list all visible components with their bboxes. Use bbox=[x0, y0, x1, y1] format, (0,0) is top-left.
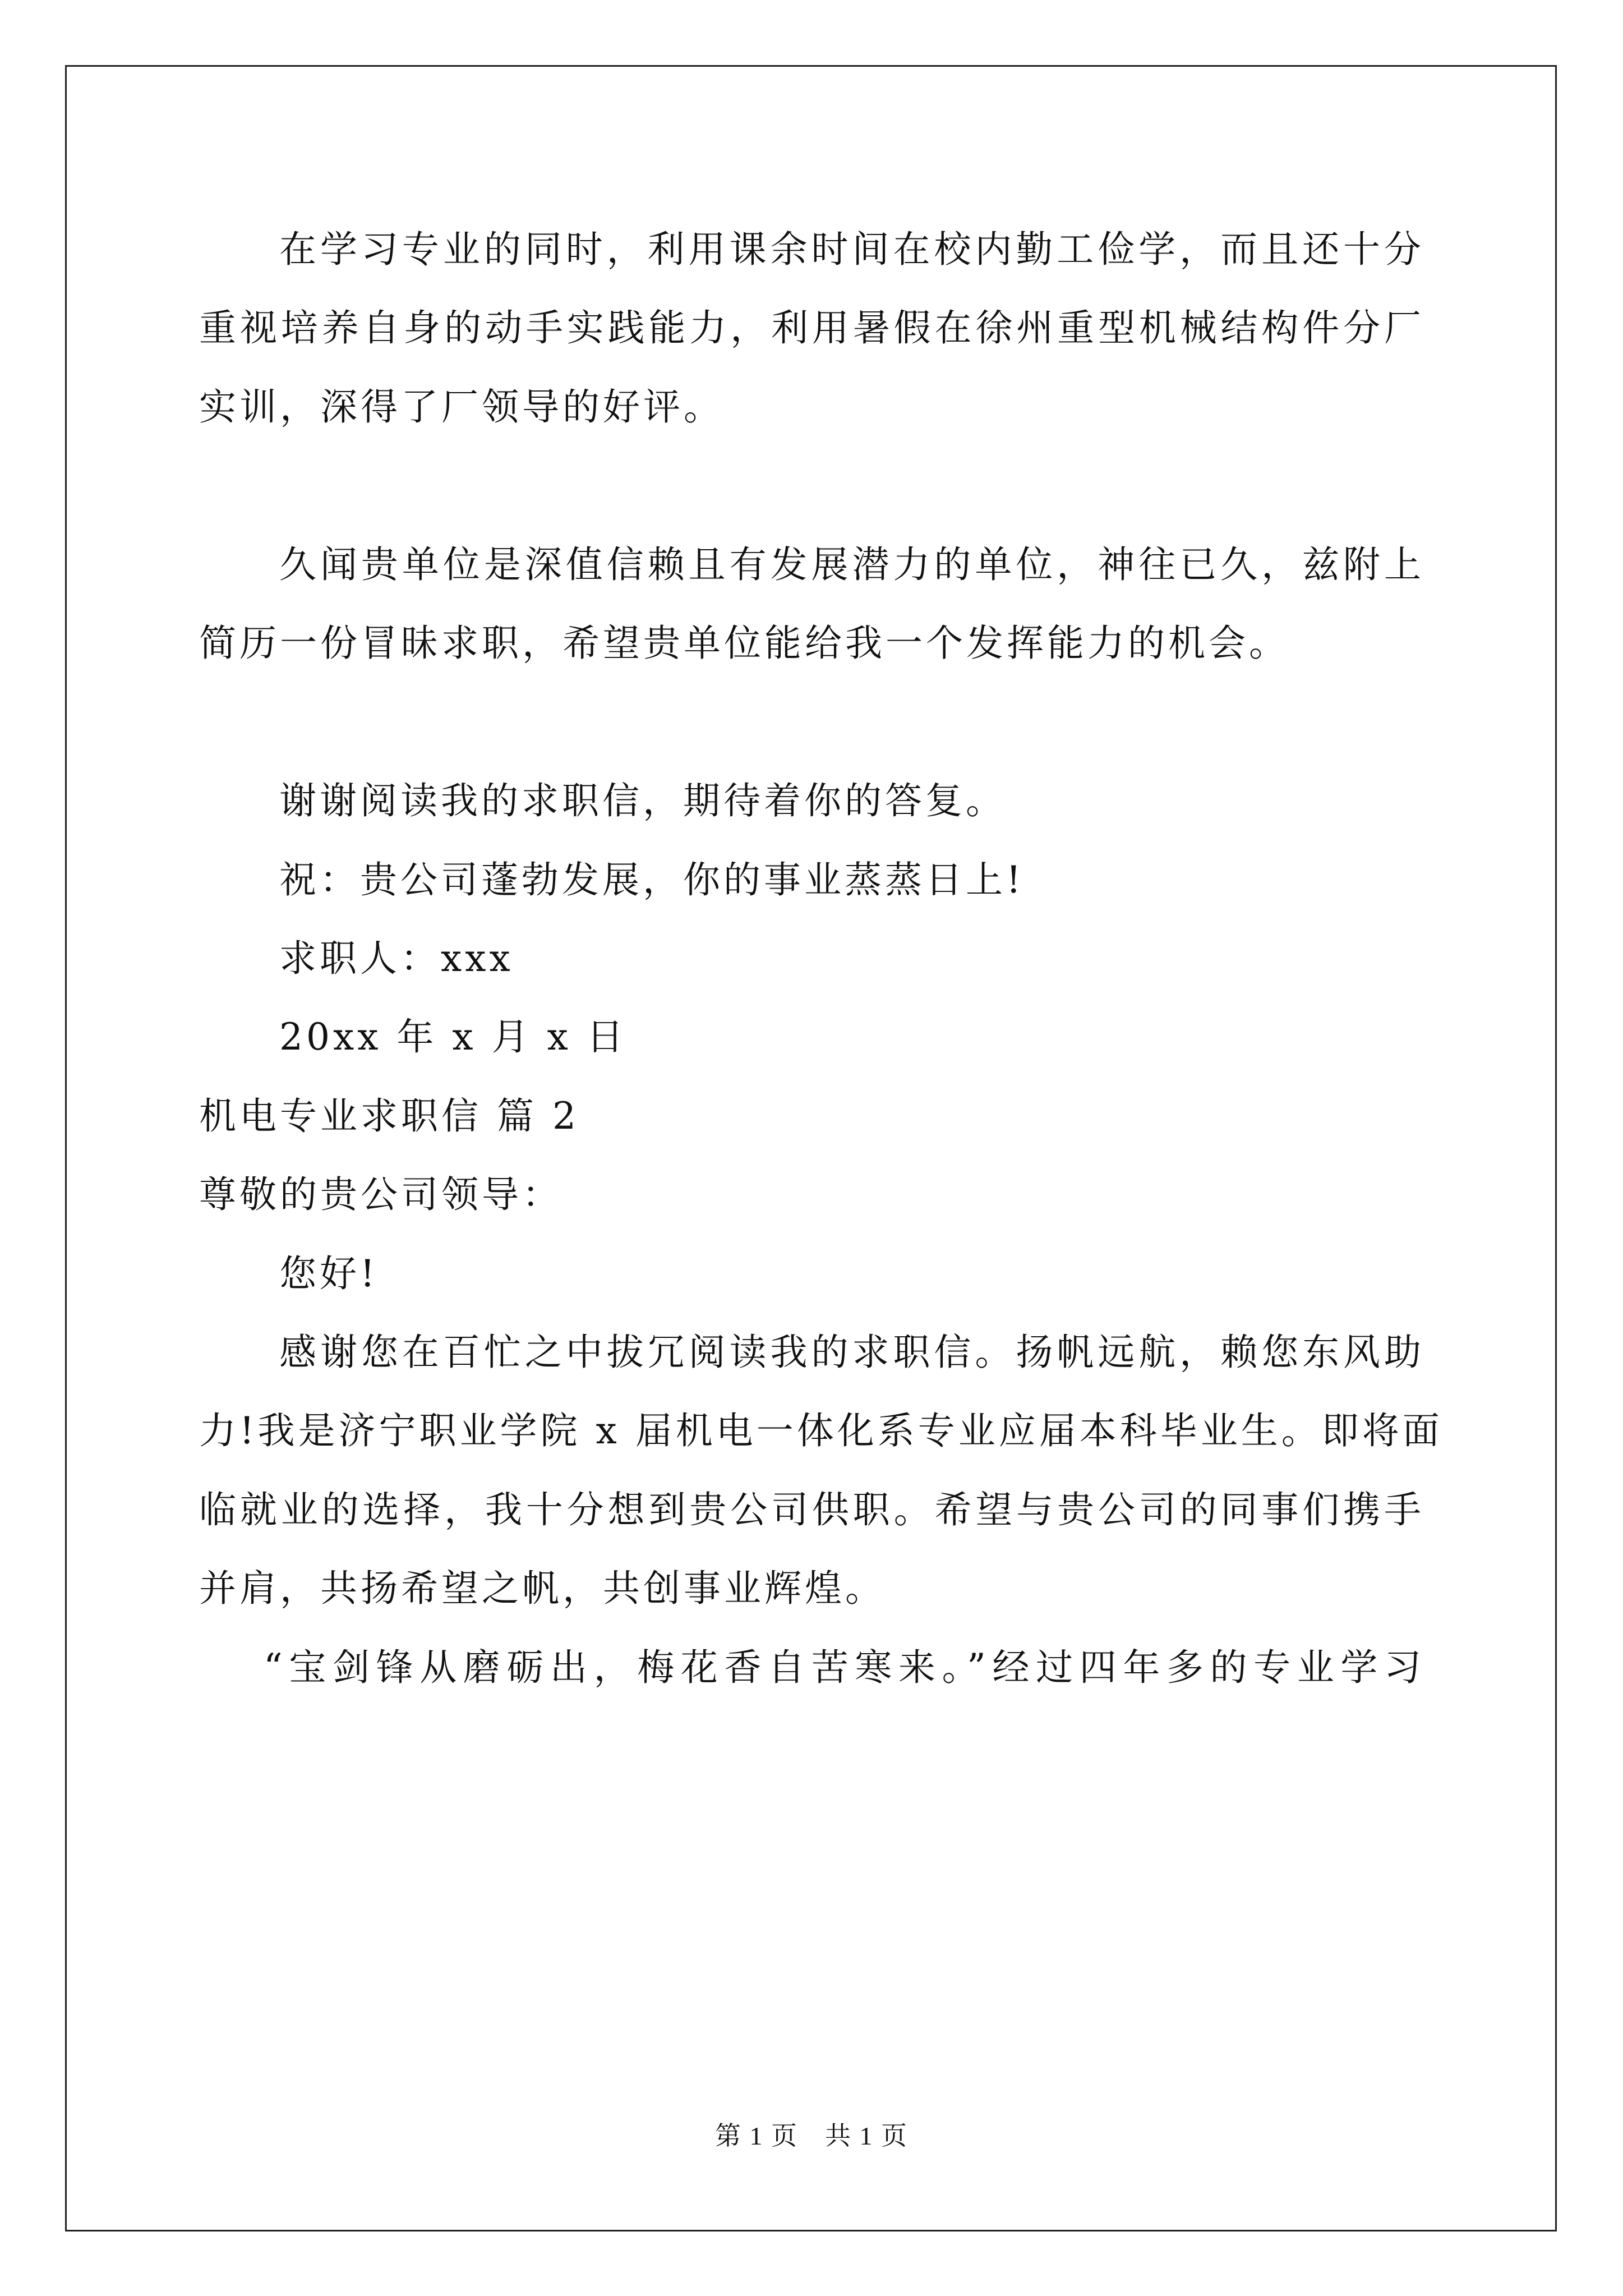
section-heading: 机电专业求职信 篇 2 bbox=[199, 1094, 579, 1138]
paragraph-line: 久闻贵单位是深值信赖且有发展潜力的单位，神往已久，兹附上 bbox=[279, 543, 1424, 586]
paragraph-line: 谢谢阅读我的求职信，期待着你的答复。 bbox=[279, 779, 1006, 822]
paragraph-line: 重视培养自身的动手实践能力，利用暑假在徐州重型机械结构件分厂 bbox=[199, 306, 1424, 349]
page-footer: 第 1 页 共 1 页 bbox=[715, 2122, 908, 2150]
paragraph-line: 在学习专业的同时，利用课余时间在校内勤工俭学，而且还十分 bbox=[279, 228, 1424, 271]
paragraph-line: “宝剑锋从磨砺出，梅花香自苦寒来。”经过四年多的专业学习 bbox=[264, 1646, 1424, 1689]
signature-date: 20xx 年 x 月 x 日 bbox=[279, 1015, 627, 1059]
paragraph-line: 简历一份冒昧求职，希望贵单位能给我一个发挥能力的机会。 bbox=[199, 622, 1289, 665]
paragraph-line: 临就业的选择，我十分想到贵公司供职。希望与贵公司的同事们携手 bbox=[199, 1488, 1424, 1531]
paragraph-line: 感谢您在百忙之中拔冗阅读我的求职信。扬帆远航，赖您东风助 bbox=[279, 1331, 1424, 1374]
greeting: 您好! bbox=[279, 1252, 379, 1295]
paragraph-line: 祝：贵公司蓬勃发展，你的事业蒸蒸日上! bbox=[279, 858, 1025, 901]
paragraph-line: 力!我是济宁职业学院 x 届机电一体化系专业应届本科毕业生。即将面 bbox=[199, 1409, 1443, 1452]
paragraph-line: 实训，深得了厂领导的好评。 bbox=[199, 385, 724, 429]
paragraph-line: 并肩，共扬希望之帆，共创事业辉煌。 bbox=[199, 1567, 886, 1610]
salutation: 尊敬的贵公司领导： bbox=[199, 1173, 562, 1216]
signature-name: 求职人：xxx bbox=[279, 937, 514, 980]
